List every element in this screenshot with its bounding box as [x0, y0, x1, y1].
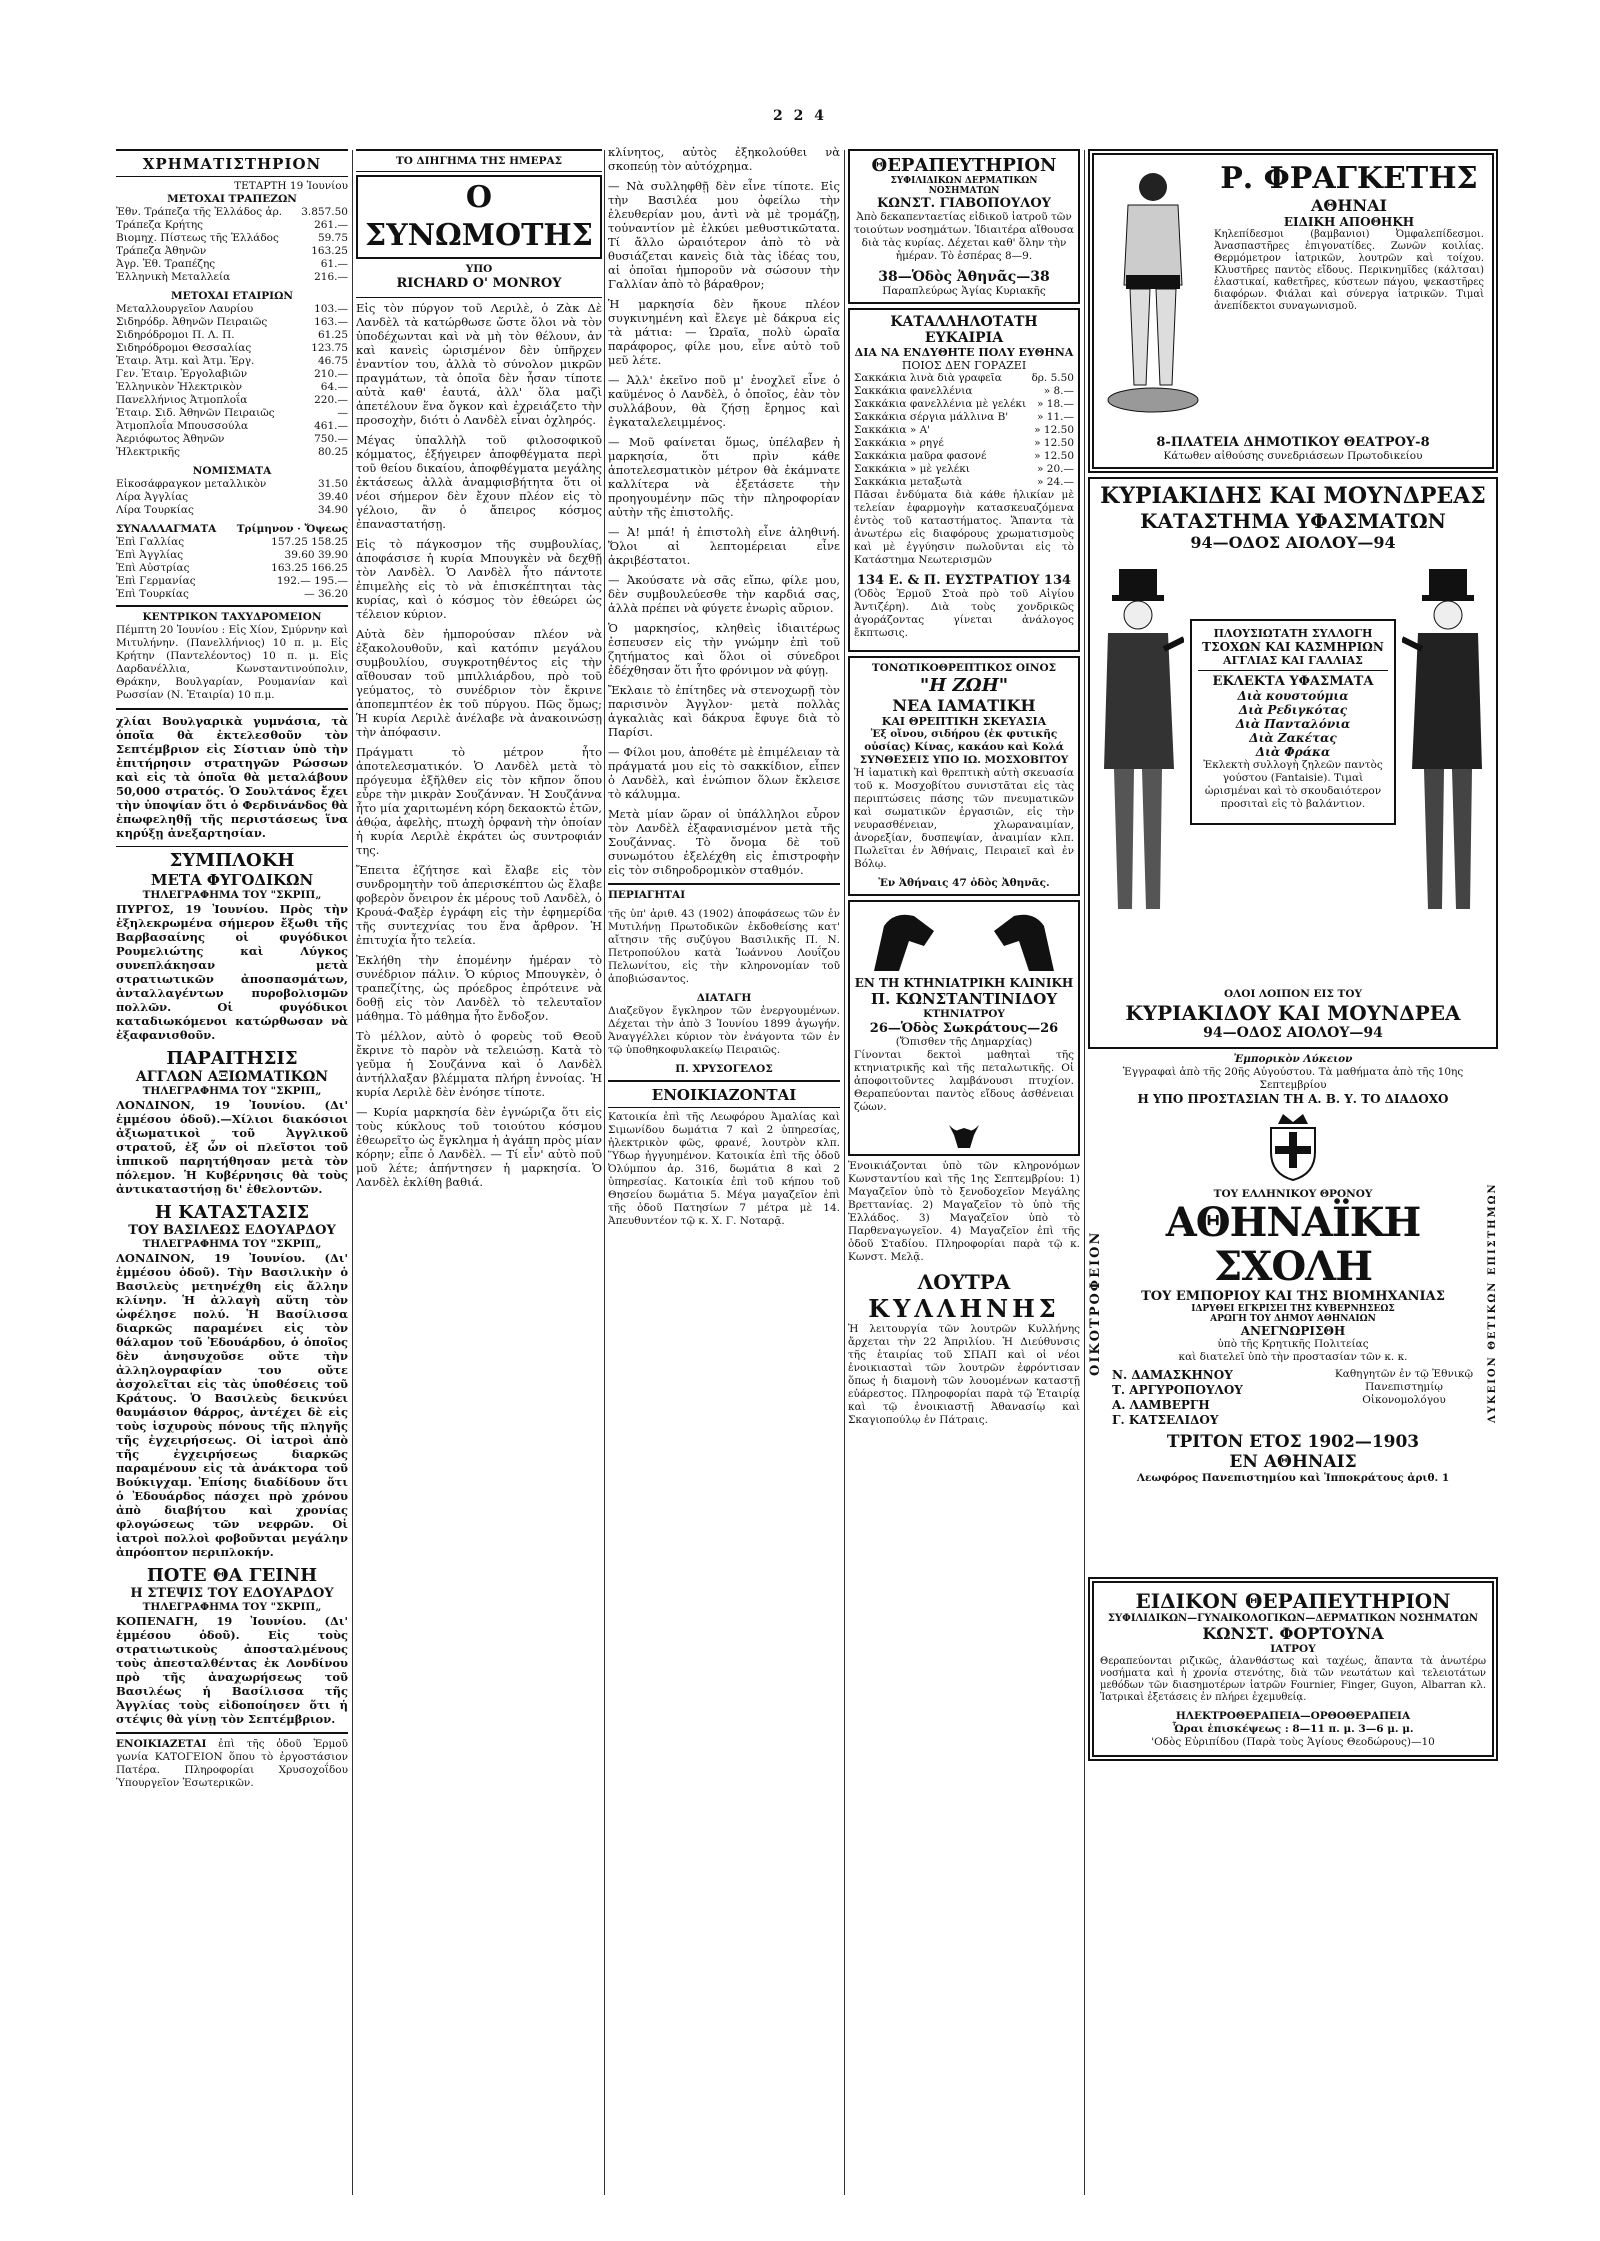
- clash-title: ΣΥΜΠΛΟΚΗ: [169, 850, 295, 871]
- share-value: 46.75: [317, 355, 348, 367]
- fx-heading: ΝΟΜΙΣΜΑΤΑ: [192, 465, 272, 477]
- exchange-values: [285, 549, 348, 562]
- wine-text: Ἡ ἰαματικὴ καὶ θρεπτικὴ αὐτὴ σκευασία τοῦ κ. Μοσχοβίτου συνιστᾶται εἰς τὰς περιπτώσεις πάσης τῶν πνευματικῶν καὶ σωματικῶν ἐργασιῶν, εἰς τὴν νευρασθένειαν, χλωραναιμίαν, ἀνορεξίαν, δυσπεψίαν, ἀναιμίαν κλπ. Πωλεῖται ἐν Ἀθήναις, Πειραιεῖ καὶ ἐν Βόλῳ.: [854, 767, 1074, 870]
- loan-name: Ἀγρ. Ἐθ. Τραπέζης: [116, 258, 216, 270]
- rent-text: ἐπὶ τῆς ὁδοῦ Ἑρμοῦ γωνία ΚΑΤΟΓΕΙΟΝ ὅπου τὸ ἐργοστάσιον Πατέρα. Πληροφορίαι Χρυσοχοΐδου Ὑπουργεῖον Ἐσωτερικῶν.: [116, 1738, 348, 1789]
- share-name: Μεταλλουργεῖον Λαυρίου: [116, 303, 254, 315]
- vet-role: ΚΤΗΝΙΑΤΡΟΥ: [923, 1008, 1005, 1020]
- exchange-value-b: 195.—: [314, 575, 348, 587]
- share-row: [116, 368, 348, 381]
- school-name: ΑΘΗΝΑΪΚΗ ΣΧΟΛΗ: [1165, 1199, 1421, 1290]
- clinic-address-note: Παραπλεύρως Ἁγίας Κυριακῆς: [882, 285, 1046, 297]
- cheap-item-row: [854, 424, 1074, 437]
- share-name: Σιδηρόδρομοι Π. Λ. Π.: [116, 329, 235, 341]
- story-paragraph: Ἐκλήθη τὴν ἑπομένην ἡμέραν τὸ συνέδριον πάλιν. Ὁ κύριος Μπουγκὲν, ὁ τραπεζίτης, ὡς πρόεδρος ἐπρότεινε νὰ δοθῇ εἰς τὸν Λανδὲλ τὸ τελευταῖον μάθημα. Τὸ μάθημα ἦτο ἔνδοξον.: [356, 953, 602, 1023]
- exchange-row: [116, 575, 348, 588]
- loan-row: [116, 232, 348, 245]
- bath-title: ΛΟΥΤΡΑ: [917, 1270, 1011, 1294]
- fragketis-address-note: Κάτωθεν αἰθούσης συνεδριάσεων Πρωτοδικείου: [1163, 450, 1423, 462]
- cheap-item-row: [854, 385, 1074, 398]
- story-paragraph: Ἡ μαρκησία δὲν ἤκουε πλέον συγκινημένη καὶ ἔλεγε μὲ δάκρυα εἰς τὰ μάτια: — Ὡραῖα, πολὺ ὡραῖα παράφορος, φίλε μου, εἶνε αὐτὸ τοῦ μεῦ λέτε.: [608, 297, 840, 367]
- exchange-name: Ἐπὶ Αὐστρίας: [116, 562, 190, 574]
- school-recognized-2: ὑπὸ τῆς Κρητικῆς Πολιτείας: [1217, 1338, 1369, 1350]
- school-patron: Η ΥΠΟ ΠΡΟΣΤΑΣΙΑΝ ΤΗ Α. Β. Υ. ΤΟ ΔΙΑΔΟΧΟ: [1137, 1092, 1449, 1106]
- story-paragraph: Εἰς τὸν πύργον τοῦ Λεριλὲ, ὁ Ζὰκ Δὲ Λανδὲλ τὰ κατώρθωσε ὥστε ὅλοι νὰ τὸν ὑποδέχωνται καὶ νὰ μὴ τὸν θέλουν, ἀν καὶ κανεὶς ὡρισμένον δὲν ὑπῆρχεν ἐναντίον του, ἀλλὰ τὸ σύνολον μικρῶν πραγμάτων, τὰ ὁποῖα δὲν ἦσαν τίποτε αὐτὰ καθ' ἑαυτά, ἀλλ' ὅλα μαζὶ ἀπετέλουν ἕνα ὄγκον καὶ ἐχρειάζετο τὴν προσοχὴν, διότι ὁ Λανδὲλ εἶναι ὀχληρός.: [356, 301, 602, 427]
- exchange-row: [116, 562, 348, 575]
- kyr-list: [1198, 689, 1388, 759]
- exchange-value-a: 39.60: [284, 549, 315, 561]
- exchange-name: Ἐπὶ Γερμανίας: [116, 575, 196, 587]
- exchange-value-a: 157.25: [271, 536, 308, 548]
- fx-row: [116, 491, 348, 504]
- bull-head-icon: [944, 1120, 984, 1150]
- cheap-item-value: » 20.—: [1037, 463, 1074, 475]
- school-person: Α. ΛΑΜΒΕΡΓΗ: [1112, 1398, 1210, 1412]
- story-continuation: [608, 145, 840, 877]
- post-text: Πέμπτη 20 Ἰουνίου : Εἰς Χίον, Σμύρνην καὶ Μιτυλήνην. (Πανελλήνιος) 10 π. μ. Εἰς Κρήτην (Παντελέοντος) 10 π. μ. Εἰς Δαρδανέλλια, Κωνσταντινούπολιν, Θράκην, Βουλγαρίαν, Ρουμανίαν καὶ Ρωσσίαν (Ν. Ἑταιρία) 10 π.μ.: [116, 624, 348, 701]
- school-person: Ν. ΔΑΜΑΣΚΗΝΟΥ: [1112, 1368, 1233, 1382]
- loan-name: Τράπεζα Ἀθηνῶν: [116, 245, 207, 257]
- king-title: Η ΚΑΤΑΣΤΑΣΙΣ: [154, 1202, 310, 1223]
- exchange-name: Ἐπὶ Ἀγγλίας: [116, 549, 184, 561]
- kyr-list-item: Διὰ Ρεδιγκότας: [1238, 703, 1348, 717]
- school-address: Λεωφόρος Πανεπιστημίου καὶ Ἱπποκράτους ἀριθ. 1: [1136, 1472, 1450, 1484]
- school-recognized-3: καὶ διατελεῖ ὑπὸ τὴν προστασίαν τῶν κ. κ.: [1178, 1351, 1408, 1363]
- shares-table: [116, 303, 348, 459]
- king-subtitle: ΤΟΥ ΒΑΣΙΛΕΩΣ ΕΔΟΥΑΡΔΟΥ: [128, 1223, 336, 1238]
- share-name: Ἠλεκτρικῆς: [116, 446, 180, 458]
- story-paragraph: — Φίλοι μου, ἀποθέτε μὲ ἐπιμέλειαν τὰ πράγματά μου εἰς τὸ σακκίδιον, εἶπεν ὁ Λανδὲλ, καὶ ἐνώπιον ὅλων ἔκλεισε τὸ κάλυμμα.: [608, 745, 840, 801]
- kyr-bottom-address: 94—ΟΔΟΣ ΑΙΟΛΟΥ—94: [1203, 1025, 1383, 1041]
- loan-value: 261.—: [314, 219, 348, 231]
- column-5: [1088, 145, 1498, 2190]
- exchange-col-b: Ὄψεως: [304, 523, 348, 535]
- resign-subtitle: ΑΓΓΛΩΝ ΑΞΙΩΜΑΤΙΚΩΝ: [135, 1069, 329, 1085]
- school-city: ΕΝ ΑΘΗΝΑΙΣ: [1229, 1452, 1357, 1472]
- when-title: ΠΟΤΕ ΘΑ ΓΕΙΝΗ: [146, 1565, 318, 1586]
- share-name: Πανελλήνιος Ἀτμοπλοΐα: [116, 394, 248, 406]
- let-title: ΕΝΟΙΚΙΑΖΟΝΤΑΙ: [651, 1086, 797, 1104]
- cheap-item-row: [854, 450, 1074, 463]
- school-recognized: ΑΝΕΓΝΩΡΙΣΘΗ: [1240, 1324, 1346, 1338]
- fx-row: [116, 478, 348, 491]
- column-rule: [604, 150, 605, 2195]
- share-name: Σιδηρόδρομοι Θεσσαλίας: [116, 342, 252, 354]
- loan-row: [116, 219, 348, 232]
- share-name: Ἑλληνικὸν Ἠλεκτρικὸν: [116, 381, 243, 393]
- rent-heading: ΕΝΟΙΚΙΑΖΕΤΑΙ: [116, 1738, 207, 1750]
- fragketis-address: 8-ΠΛΑΤΕΙΑ ΔΗΜΟΤΙΚΟΥ ΘΕΑΤΡΟΥ-8: [1156, 435, 1430, 450]
- share-row: [116, 303, 348, 316]
- royal-crest-icon: [1263, 1112, 1323, 1182]
- notice-text: Διαζεῦγον ἔγκληρον τῶν ἐνεργουμένων. Δέχεται τὴν ἀπὸ 3 Ἰουνίου 1899 ἀγωγήν. Ἀναγγέλλει κύριον τὸν ἐνάγοντα τῶν ἐν τῷ ὑποθηκοφυλακείῳ Πειραιῶς.: [608, 1005, 840, 1056]
- cheap-item-name: Σακκάκια λινὰ διὰ γραφεῖα: [854, 372, 1002, 384]
- fragketis-ad: [1088, 149, 1498, 473]
- share-value: 210.—: [314, 368, 348, 380]
- loans-table: [116, 206, 348, 284]
- share-name: Ἀεριόφωτος Ἀθηνῶν: [116, 433, 225, 445]
- share-row: [116, 407, 348, 420]
- cheap-item-row: [854, 437, 1074, 450]
- school-dates: Ἐγγραφαὶ ἀπὸ τῆς 20ῆς Αὐγούστου. Τὰ μαθήματα ἀπὸ τῆς 10ης Σεπτεμβρίου: [1122, 1066, 1464, 1091]
- story-paragraph: Τὸ μέλλον, αὐτὸ ὁ φορεὺς τοῦ Θεοῦ ἔκρινε τὸ παρὸν νὰ τελειώσῃ. Κατὰ τὸ γεῦμα ἡ Σουζάννα καὶ ὁ Λανδὲλ ἀντήλλαξαν βλέμματα πλήρη ἐννοίας. Ἡ κυρία Λεριλὲ δὲν ἐνόησε τίποτε.: [356, 1029, 602, 1099]
- loan-name: Τράπεζα Κρήτης: [116, 219, 204, 231]
- kyriakidis-ad: [1088, 477, 1498, 1049]
- fortouna-doctor: ΚΩΝΣΤ. ΦΟΡΤΟΥΝΑ: [1202, 1624, 1384, 1643]
- fortouna-address: 'Οδὸς Εὐριπίδου (Παρὰ τοὺς Ἁγίους Θεοδώρους)—10: [1151, 1736, 1435, 1748]
- share-value: 750.—: [314, 433, 348, 445]
- school-intro: Ἐμπορικὸν Λύκειον: [1233, 1053, 1353, 1065]
- share-name: Γεν. Ἑταιρ. Ἐργολαβιῶν: [116, 368, 248, 380]
- cheap-item-value: » 12.50: [1034, 424, 1074, 436]
- exchange-values: [271, 536, 348, 549]
- king-wire: ΤΗΛΕΓΡΑΦΗΜΑ ΤΟΥ "ΣΚΡΙΠ„: [142, 1238, 322, 1250]
- wine-title: ΤΟΝΩΤΙΚΟΘΡΕΠΤΙΚΟΣ ΟΙΝΟΣ: [871, 662, 1057, 674]
- share-value: 80.25: [317, 446, 348, 458]
- share-row: [116, 420, 348, 433]
- story-paragraph: Εἰς τὸ πάγκοσμον τῆς συμβουλίας, ἀποφάσισε ἡ κυρία Μπουγκὲν νὰ δεχθῇ τὸν Λανδὲλ. Ὁ Λανδὲλ ἦτο πάντοτε ἐπιμελὴς εἰς τὸ νὰ ἐπισκέπτηται τὰς κυρίας, καὶ ὁ κόσμος τὸν ἐθεώρει ὡς τέλειον κύριον.: [356, 537, 602, 621]
- vet-title: ΕΝ ΤΗ ΚΤΗΝΙΑΤΡΙΚΗ ΚΛΙΝΙΚΗ: [854, 976, 1074, 990]
- kyr-bottom: ΚΥΡΙΑΚΙΔΟΥ ΚΑΙ ΜΟΥΝΔΡΕΑ: [1125, 1001, 1461, 1025]
- cheap-subtitle: ΔΙΑ ΝΑ ΕΝΔΥΘΗΤΕ ΠΟΛΥ ΕΥΘΗΝΑ: [854, 346, 1074, 359]
- kyr-list-item: Διὰ κουστούμια: [1237, 689, 1349, 703]
- exchange-values: [271, 562, 348, 575]
- loan-value: 61.—: [320, 258, 348, 270]
- share-row: [116, 329, 348, 342]
- exchange-heading: ΣΥΝΑΛΛΑΓΜΑΤΑ: [116, 523, 217, 535]
- fx-value: 31.50: [317, 478, 348, 490]
- wine-maker: ΣΥΝΘΕΣΕΙΣ ΥΠΟ ΙΩ. ΜΟΣΧΟΒΙΤΟΥ: [859, 754, 1069, 766]
- clash-subtitle: ΜΕΤΑ ΦΥΓΟΔΙΚΩΝ: [150, 871, 314, 889]
- clash-text: ΠΥΡΓΟΣ, 19 Ἰουνίου. Πρὸς τὴν ἐξηλεκρωμένα σήμερον ἔξωθι τῆς Βαρβασαίνης οἱ φυγόδικοι Ρουμελιώτης καὶ Λύγκος συνεπλάκησαν μετὰ στρατιωτικῶν ἀποσπασμάτων, ἀνταλλαγέντων πυροβολισμῶν πολλῶν. Οἱ φυγόδικοι καταδιωκόμενοι κατώρθωσαν νὰ ἐξαφανισθοῦν.: [116, 902, 348, 1042]
- report-text-label: [608, 889, 840, 902]
- share-name: Ἑταιρ. Σιδ. Ἀθηνῶν Πειραιῶς: [116, 407, 275, 419]
- story-paragraph: κλίνητος, αὐτὸς ἐξηκολούθει νὰ σκοπεύῃ τὸν αὐτόχρημα.: [608, 145, 840, 173]
- cheap-address: (Ὁδὸς Ἑρμοῦ Στοὰ πρὸ τοῦ Αἰγίου Ἀντιζέρη). Διὰ τοὺς χονδρικῶς ἀγοράζοντας γίνεται ἀνάλογος ἔκπτωσις.: [854, 588, 1074, 639]
- fragketis-text: Κηλεπίδεσμοι (βαμβανιοι) Ὀμφαλεπίδεσμοι. Ἀνασπαστῆρες ἐπιγονατίδες. Ζωνῶν κοιλίας. Θερμόμετρον ἰατρικῶν, λουτρῶν καὶ τοίχου. Κλυστῆρες παντὸς εἴδους. Περικνημῖδες (κάλτσαι) ἐλαστικαί, καθετῆρες, κύστεων πάγου, ψεκαστῆρες διαφόρων. Φιάλαι καὶ σύνεργα ἰατρικῶν. Τιμαὶ ἀνεπίδεκτοι συναγωνισμοῦ.: [1214, 229, 1484, 312]
- fortouna-title: ΕΙΔΙΚΟΝ ΘΕΡΑΠΕΥΤΗΡΙΟΝ: [1135, 1589, 1451, 1613]
- bath-name: ΚΥΛΛΗΝΗΣ: [868, 1294, 1060, 1323]
- exchange-col-a: Τρίμηνον: [236, 523, 294, 535]
- exchange-row: [116, 588, 348, 601]
- story-paragraph: Ἔπειτα ἐζήτησε καὶ ἔλαβε εἰς τὸν συνδρομητὴν τοῦ ἀπερισκέπτου ὡς ἔλαβε φοβερὸν ὄνειρον ἐκ μέρους τοῦ Λανδὲλ, ὁ Κρουά-Φαξὲρ ἐγράφη εἰς τὴν ἐφημερίδα τῆς συντεχνίας του ἕνα ἄρθρον. Ἡ ἐπιτυχία ἦτο τελεία.: [356, 863, 602, 947]
- horse-head-icon: [854, 906, 1074, 976]
- gentleman-left-icon: [1094, 569, 1184, 929]
- cheap-item-value: » 24.—: [1037, 476, 1074, 488]
- cheap-item-value: » 12.50: [1034, 437, 1074, 449]
- kyr-center: ΠΛΟΥΣΙΩΤΑΤΗ ΣΥΛΛΟΓΗ: [1213, 627, 1373, 640]
- cheap-item-row: [854, 372, 1074, 385]
- story-paragraph: Μέγας ὑπαλλὴλ τοῦ φιλοσοφικοῦ κόμματος, ἐξήγειρεν ἀποφθέγματα περὶ τοῦ θείου δικαίου, ἀποφθέγματα μεγάλης ἐκτάσεως ἀλλὰ ἀναμφισβήτητα ὅτι οἱ νέοι σήμερον δὲν ἔχουν πλέον εἰς τὸ γέλοιο, ἂν ὁ ἄπειρος κόσμος ἐπαναστατήσῃ.: [356, 433, 602, 531]
- share-row: [116, 316, 348, 329]
- cheap-item-name: Σακκάκια μεταξωτὰ: [854, 476, 963, 488]
- vet-text: Γίνονται δεκτοὶ μαθηταὶ τῆς κτηνιατρικῆς καὶ τῆς πεταλωτικῆς. Οἱ ἀποφοιτοῦντες λαμβάνουσι πτυχίον. Θεραπεύονται παντὸς εἴδους ἀσθένειαι ζώων.: [854, 1049, 1074, 1113]
- cheap-item-value: » 8.—: [1043, 385, 1074, 397]
- exchange-name: Ἐπὶ Τουρκίας: [116, 588, 189, 600]
- school-subtitle: ΤΟΥ ΕΜΠΟΡΙΟΥ ΚΑΙ ΤΗΣ ΒΙΟΜΗΧΑΝΙΑΣ: [1141, 1289, 1445, 1304]
- loan-row: [116, 258, 348, 271]
- story-by: ΥΠΟ: [465, 263, 493, 275]
- fx-name: Λίρα Ἀγγλίας: [116, 491, 189, 503]
- share-value: 123.75: [311, 342, 348, 354]
- fortouna-electro: ΗΛΕΚΤΡΟΘΕΡΑΠΕΙΑ—ΟΡΘΟΘΕΡΑΠΕΙΑ: [1175, 1710, 1411, 1722]
- markets-title: ΧΡΗΜΑΤΙΣΤΗΡΙΟΝ: [142, 155, 322, 173]
- fragketis-name: Ρ. ΦΡΑΓΚΕΤΗΣ: [1220, 161, 1478, 196]
- rent2-text: Ἐνοικιάζονται ὑπὸ τῶν κληρονόμων Κωνσταντίου καὶ τῆς 1ης Σεπτεμβρίου: 1) Μαγαζεῖον ὑπὸ τὸ ξενοδοχεῖον Μεγάλης Βρεττανίας. 2) Μαγαζεῖον τὸ ὑπὸ τῆς Ἑλλάδος. 3) Μαγαζεῖον ὑπὸ τὸ Παρθεναγωγεῖον. 4) Μαγαζεῖον ἐπὶ τῆς ὁδοῦ Σταδίου. Πληροφορίαι παρὰ τῷ κ. Κωνστ. Μελᾷ.: [848, 1160, 1080, 1263]
- story-paragraph: Πράγματι τὸ μέτρον ἦτο ἀποτελεσματικόν. Ὁ Λανδὲλ μετὰ τὸ πρόγευμα ἐξῆλθεν εἰς τὸν κῆπον ὅπου εὗρε τὴν μικρὰν Σουζάνναν. Ἡ Σουζάννα ἦτο μία χαριτωμένη κόρη δεκαοκτὼ ἐτῶν, ἀθῴα, ἀφελὴς, πτωχὴ ὀρφανὴ τὴν ὁποίαν ἡ κυρία Λεριλὲ ἐκράτει ὡς συντροφιάν της.: [356, 745, 602, 857]
- clinic-doctor: ΚΩΝΣΤ. ΓΙΑΒΟΠΟΥΛΟΥ: [877, 196, 1051, 211]
- cheap-item-value: » 18.—: [1037, 398, 1074, 410]
- loan-row: [116, 206, 348, 219]
- share-row: [116, 342, 348, 355]
- share-name: Ἀτμοπλοΐα Μπουσσούλα: [116, 420, 249, 432]
- school-ad: [1088, 1053, 1498, 1573]
- school-people-role: Καθηγητῶν ἐν τῷ Ἐθνικῷ Πανεπιστημίῳ Οἰκονομολόγου: [1334, 1368, 1474, 1406]
- cheap-shop: 134 Ε. & Π. ΕΥΣΤΡΑΤΙΟΥ 134: [856, 573, 1072, 588]
- cheap-item-name: Σακκάκια » μὲ γελέκι: [854, 463, 970, 475]
- kyr-center-4: ΕΚΛΕΚΤΑ ΥΦΑΣΜΑΤΑ: [1212, 674, 1374, 689]
- when-text: ΚΟΠΕΝΑΓΗ, 19 Ἰουνίου. (Δι' ἐμμέσου ὁδοῦ). Εἰς τοὺς στρατιωτικοὺς ἀποσταλμένους τοὺς ἀπεσταλθέντας ἐκ Λονδίνου πρὸ τῆς ἀναχωρήσεως τοῦ Βασιλέως ἡ Βασίλισσα τῆς Ἀγγλίας τοὺς εἰδοποίησεν ὅτι ἡ στέψις θὰ γίνῃ τὸν Σεπτέμβριον.: [116, 1614, 348, 1726]
- exchange-value-b: 158.25: [311, 536, 348, 548]
- share-value: 461.—: [314, 420, 348, 432]
- report-title: ΠΕΡΙΑΓΗΤΑΙ: [608, 889, 686, 901]
- fortouna-subtitle: ΣΥΦΙΛΙΔΙΚΩΝ—ΓΥΝΑΙΚΟΛΟΓΙΚΩΝ—ΔΕΡΜΑΤΙΚΩΝ ΝΟΣΗΜΑΤΩΝ: [1107, 1613, 1479, 1624]
- wine-subtitle-2: ΚΑΙ ΘΡΕΠΤΙΚΗ ΣΚΕΥΑΣΙΑ: [881, 715, 1047, 728]
- story-paragraph: Μετὰ μίαν ὥραν οἱ ὑπάλληλοι εὗρον τὸν Λανδὲλ ἐξαφανισμένον μετὰ τῆς Σουζάννας. Τὸ ὄνομα δὲ τοῦ συνωμότου ἐξελέχθη εἰς ἐπιστροφὴν εἰς τὸν σιδηροδρομικὸν σταθμόν.: [608, 807, 840, 877]
- cheap-clothes-ad: [848, 308, 1080, 652]
- kyr-text: Ἐκλεκτὴ συλλογὴ ζηλεῶν παντὸς γούστου (Fantaisie). Τιμαὶ ὡρισμέναι καὶ τὸ σκουδαιότερον προσιταὶ εἰς τὸ βαλάντιον.: [1203, 759, 1383, 810]
- exchange-name: Ἐπὶ Γαλλίας: [116, 536, 185, 548]
- school-support: ΑΡΩΓΗ ΤΟΥ ΔΗΜΟΥ ΑΘΗΝΑΙΩΝ: [1210, 1314, 1376, 1324]
- story-title: Ο ΣΥΝΩΜΟΤΗΣ: [356, 175, 602, 259]
- column-rule: [844, 150, 845, 2195]
- let-text: Κατοικία ἐπὶ τῆς Λεωφόρου Ἀμαλίας καὶ Σιμωνίδου δωμάτια 7 καὶ 2 ὑπηρεσίας, ἠλεκτρικὸν φῶς, φρανέ, λουτρὸν κλπ. Ὕδωρ ἠγγυημένον. Κατοικία ἐπὶ τῆς ὁδοῦ Ὀλύμπου ἀρ. 316, δωμάτια 8 καὶ 2 ὑπηρεσίας. Κατοικία ἐπὶ τοῦ κήπου τοῦ Θησείου δωμάτια 5. Μέγα μαγαζεῖον ἐπὶ τῆς ὁδοῦ Πατησίων 7 μέτρα μὲ 14. Ἀπευθυντέον τῷ κ. Χ. Γ. Νοταρᾷ.: [608, 1111, 840, 1227]
- vet-address-note: (Ὄπισθεν τῆς Δημαρχίας): [895, 1036, 1033, 1048]
- column-3: [608, 145, 840, 2190]
- exchange-value-b: 39.90: [317, 549, 348, 561]
- cheap-item-row: [854, 398, 1074, 411]
- school-people: [1112, 1368, 1243, 1428]
- exchange-value-a: 163.25: [271, 562, 308, 574]
- share-row: [116, 355, 348, 368]
- share-value: —: [337, 407, 348, 419]
- fx-value: 34.90: [317, 504, 348, 516]
- resign-title: ΠΑΡΑΙΤΗΣΙΣ: [166, 1048, 298, 1069]
- fx-name: Λίρα Τουρκίας: [116, 504, 194, 516]
- story-paragraph: — Ἀ! μπά! ἡ ἐπιστολὴ εἶνε ἀληθινή. Ὅλοι αἱ λεπτομέρειαι εἶνε ἀκριβέστατοι.: [608, 525, 840, 567]
- resign-wire: ΤΗΛΕΓΡΑΦΗΜΑ ΤΟΥ "ΣΚΡΙΠ„: [142, 1085, 322, 1097]
- cheap-item-row: [854, 476, 1074, 489]
- cheap-item-value: » 12.50: [1034, 450, 1074, 462]
- kyr-list-item: Διὰ Ζακέτας: [1249, 731, 1337, 745]
- kyr-center-3: ΑΓΓΛΙΑΣ ΚΑΙ ΓΑΛΛΙΑΣ: [1223, 654, 1363, 667]
- share-value: 220.—: [314, 394, 348, 406]
- column-rule: [1084, 150, 1085, 2195]
- clinic-subtitle: ΣΥΦΙΛΙΔΙΚΩΝ ΔΕΡΜΑΤΙΚΩΝ ΝΟΣΗΜΑΤΩΝ: [890, 176, 1038, 196]
- loan-value: 163.25: [311, 245, 348, 257]
- athlete-figure-icon: [1098, 165, 1208, 415]
- cheap-text: Πᾶσαι ἐνδύματα διὰ κάθε ἡλικίαν μὲ τελείαν ἐφαρμογὴν κατασκευαζόμενα ἐντὸς τοῦ καταστήματος. Ἅπαντα τὰ ἀνωτέρω εἰς διαφόρους χρωματισμοὺς καὶ μὲ ἐγγύησιν πωλοῦνται εἰς τὸ Κατάστημα Νεωτερισμῶν: [854, 489, 1074, 566]
- clinic-text: Ἀπὸ δεκαπενταετίας εἰδικοῦ ἰατροῦ τῶν τοιούτων νοσημάτων. Ἰδιαιτέρα αἴθουσα διὰ τὰς κυρίας. Δέχεται καθ' ὅλην τὴν ἡμέραν. Τὸ ἑσπέρας 8—9.: [854, 211, 1075, 262]
- vet-ad: [848, 900, 1080, 1156]
- fx-value: 39.40: [317, 491, 348, 503]
- auction-title: Π. ΧΡΥΣΟΓΕΛΟΣ: [675, 1063, 773, 1075]
- fortouna-role: ΙΑΤΡΟΥ: [1270, 1643, 1316, 1655]
- cheap-item-name: Σακκάκια » Α': [854, 424, 931, 436]
- kyr-list-item: Διὰ Πανταλόνια: [1235, 717, 1351, 731]
- exchange-value-a: —: [304, 588, 315, 600]
- school-vertical-left: ΟΙΚΟΤΡΟΦΕΙΟΝ: [1088, 1230, 1103, 1376]
- exchange-values: [277, 575, 348, 588]
- clinic-name: ΘΕΡΑΠΕΥΤΗΡΙΟΝ: [871, 155, 1057, 176]
- story-body: [356, 301, 602, 1189]
- exchange-value-a: 192.—: [276, 575, 311, 587]
- school-vertical-right: ΛΥΚΕΙΟΝ ΘΕΤΙΚΩΝ ΕΠΙΣΤΗΜΩΝ: [1487, 1182, 1498, 1424]
- exchange-values: [304, 588, 348, 601]
- story-paragraph: Ὁ μαρκησίος, κληθεὶς ἰδιαιτέρως ἐσπευσεν εἰς τὴν γνώμην ἐπὶ τοῦ ζητήματος καὶ ὅλοι οἱ σύνεδροι ἐδέχθησαν ὅτι ἦτο φρόνιμον νὰ φύγῃ.: [608, 621, 840, 677]
- clash-wire: ΤΗΛΕΓΡΑΦΗΜΑ ΤΟΥ "ΣΚΡΙΠ„: [142, 889, 322, 901]
- cheap-item-name: Σακκάκια σέργια μάλλινα Β': [854, 411, 1009, 423]
- kyr-center-2: ΤΣΟΧΩΝ ΚΑΙ ΚΑΣΜΗΡΙΩΝ: [1202, 640, 1384, 654]
- notice-title: ΔΙΑΤΑΓΗ: [696, 992, 752, 1004]
- cheap-item-row: [854, 411, 1074, 424]
- wine-ad: [848, 656, 1080, 896]
- shares-heading: ΜΕΤΟΧΑΙ ΕΤΑΙΡΙΩΝ: [170, 290, 294, 302]
- school-founded: ΙΔΡΥΘΕΙ ΕΓΚΡΙΣΕΙ ΤΗΣ ΚΥΒΕΡΝΗΣΕΩΣ: [1191, 1304, 1395, 1314]
- kyr-list-item: Διὰ Φράκα: [1255, 745, 1331, 759]
- story-paragraph: — Νὰ συλληφθῇ δὲν εἶνε τίποτε. Εἰς τὴν Βασιλέα μου ὀφείλω τὴν ἐλευθερίαν μου, ἀντὶ νὰ μὲ τρομάζῃ, τοὐναντίον μὲ ἐλκύει μεθυστικῶτατα. Τί ἄλλο ὡραιότερον ἀπὸ τὸ νὰ θυσιάζεται κανεὶς διὰ τὰς ἰδέας του, αἱ ὁποῖαι ἠμποροῦν νὰ σώσουν τὴν Γαλλίαν ἀπὸ τὸ βάραθρον;: [608, 179, 840, 291]
- story-paragraph: — Ἀλλ' ἐκεῖνο ποῦ μ' ἐνοχλεῖ εἶνε ὁ καϋμένος ὁ Λανδὲλ, ὁ ὁποῖος, ἐὰν τὸν συλλάβουν, θὰ ζήσῃ ἔρημος καὶ ἐγκαταλελειμμένος.: [608, 373, 840, 429]
- loan-value: 216.—: [314, 271, 348, 283]
- fx-name: Εἰκοσάφραγκον μεταλλικὸν: [116, 478, 267, 490]
- gentleman-right-icon: [1402, 569, 1492, 929]
- loan-name: Ἐθν. Τράπεζα τῆς Ἑλλάδος ἀρ.: [116, 206, 283, 218]
- share-value: 61.25: [317, 329, 348, 341]
- kyr-address: 94—ΟΔΟΣ ΑΙΟΛΟΥ—94: [1190, 533, 1396, 552]
- post-heading: ΚΕΝΤΡΙΚΟΝ ΤΑΧΥΔΡΟΜΕΙΟΝ: [142, 611, 322, 623]
- story-paragraph: Αὐτὰ δὲν ἠμπορούσαν πλέον νὰ ἐξακολουθοῦν, καὶ κατόπιν μεγάλου συμβουλίου, συγκροτηθέντος εἰς τὴν αἴθουσαν τοῦ μπιλλιάρδου, πρὸ τοῦ γεύματος, τὸ συνέδριον τὸν ἔκρινε ἀποπεμπτέον ἐκ τοῦ πύργου. Πῶς ὅμως; Ἡ κυρία Λεριλὲ ἀνέλαβε νὰ ἀνακοινώσῃ τὴν ἀπόφασιν.: [356, 627, 602, 739]
- share-value: 163.—: [314, 316, 348, 328]
- school-person: Τ. ΑΡΓΥΡΟΠΟΥΛΟΥ: [1112, 1383, 1243, 1397]
- cheap-item-value: » 11.—: [1037, 411, 1074, 423]
- story-author: RICHARD O' MONROY: [396, 276, 562, 291]
- share-name: Ἑταιρ. Ἀτμ. καὶ Ἀτμ. Ἐργ.: [116, 355, 255, 367]
- when-wire: ΤΗΛΕΓΡΑΦΗΜΑ ΤΟΥ "ΣΚΡΙΠ„: [142, 1601, 322, 1613]
- exchange-table: [116, 536, 348, 601]
- cheap-price-list: [854, 372, 1074, 489]
- exchange-value-b: 36.20: [317, 588, 348, 600]
- fx-table: [116, 478, 348, 517]
- resign-text: ΛΟΝΔΙΝΟΝ, 19 Ἰουνίου. (Δι' ἐμμέσου ὁδοῦ).—Χίλιοι διακόσιοι ἀξιωματικοὶ τοῦ Ἀγγλικοῦ στρατοῦ, ἐξ ὧν οἱ πλεῖστοι τοῦ ἱππικοῦ παρητήθησαν μετὰ τὸν πόλεμον. Ἡ Κυβέρνησις θὰ τοὺς ἀντικαταστήσῃ δι' ἐθελοντῶν.: [116, 1098, 348, 1196]
- loans-heading: ΜΕΤΟΧΑΙ ΤΡΑΠΕΖΩΝ: [167, 193, 297, 205]
- story-paragraph: — Μοῦ φαίνεται ὅμως, ὑπέλαβεν ἡ μαρκησία, ὅτι πρὶν κάθε ἀποτελεσματικὸν μέτρον θὰ ἐκάμνατε καλλίτερα νὰ ἐξετάσετε τὴν προηγουμένην πῶς τὴν πληροφορίαν αὐτὴν τῆς ἐπιστολῆς.: [608, 435, 840, 519]
- kyr-shop: ΚΑΤΑΣΤΗΜΑ ΥΦΑΣΜΑΤΩΝ: [1140, 509, 1446, 533]
- kyr-title: ΚΥΡΙΑΚΙΔΗΣ ΚΑΙ ΜΟΥΝΔΡΕΑΣ: [1100, 483, 1486, 509]
- loan-value: 59.75: [317, 232, 348, 244]
- fragketis-shop: ΕΙΔΙΚΗ ΑΠΟΘΗΚΗ: [1283, 215, 1415, 229]
- share-value: 103.—: [314, 303, 348, 315]
- column-4: [848, 145, 1080, 2190]
- cheap-item-name: Σακκάκια » ρηγέ: [854, 437, 944, 449]
- cheap-item-row: [854, 463, 1074, 476]
- school-year: ΤΡΙΤΟΝ ΕΤΟΣ 1902—1903: [1166, 1432, 1420, 1452]
- wine-subtitle: ΝΕΑ ΙΑΜΑΤΙΚΗ: [892, 696, 1036, 715]
- exchange-row: [116, 549, 348, 562]
- fortouna-hours: Ὧραι ἐπισκέψεως : 8—11 π. μ. 3—6 μ. μ.: [1172, 1723, 1414, 1735]
- vet-address: 26—Ὁδὸς Σωκράτους—26: [869, 1021, 1059, 1036]
- king-text: ΛΟΝΔΙΝΟΝ, 19 Ἰουνίου. (Δι' ἐμμέσου ὁδοῦ). Τὴν Βασιλικὴν ὁ Βασιλεὺς μετηνέχθη εἰς ἄλλην κλίνην. Ἡ ἀλλαγὴ αὕτη τὸν ὠφέλησε πολύ. Ἡ Βασίλισσα διαρκῶς παραμένει εἰς τὸν θάλαμον τοῦ Ἐδουάρδου, ὁ ὁποῖος δὲν ἀνησυχοῦσε οὔτε τὴν ἀλληλογραφίαν του οὔτε ἀσχολεῖται εἰς τὰς ὑποθέσεις τοῦ Κράτους. Ὁ Βασιλεὺς δεικνύει θαυμάσιον θάρρος, ἀντέχει δὲ εἰς τοὺς ἰσχυροὺς πόνους τῆς πληγῆς τῆς ἐγχειρήσεως. Οἱ ἰατροὶ ἀπὸ τῆς ἐγχειρήσεως διαρκῶς παραμένουν εἰς τὰ ἀνάκτορα τοῦ Βούκιγχαμ. Ἐπίσης διαδίδουν ὅτι ὁ Ἐδουάρδος πάσχει πρὸ χρόνου ἀπὸ διαβήτου καὶ χρονίας φλογώσεως τῶν νεφρῶν. Οἱ ἰατροὶ πολλοὶ φοβοῦνται μεγάλην ἀπρόοπτον περιπλοκήν.: [116, 1251, 348, 1559]
- clinic-ad: [848, 149, 1080, 304]
- bath-text: Ἡ λειτουργία τῶν λουτρῶν Κυλλήνης ἄρχεται τὴν 22 Ἀπριλίου. Ἡ Διεύθυνσις τῆς ἑταιρίας τοῦ ΣΠΑΠ καὶ οἱ νέοι ἐνοικιασταὶ τῶν λουτρῶν ἐφρόντισαν ὅπως ἡ διαμονὴ τῶν λουομένων καταστῇ εὐάρεστος. Πληροφορίαι παρὰ τῷ Ἑταιρίᾳ καὶ τῷ ἐνοικιαστῇ Ἀθανασίῳ καὶ Σκαγιοπούλῳ ἐν Πάτραις.: [848, 1323, 1080, 1426]
- kyr-bottom-kicker: ΟΛΟΙ ΛΟΙΠΟΝ ΕΙΣ ΤΟΥ: [1224, 988, 1362, 1000]
- markets-date: ΤΕΤΑΡΤΗ 19 Ἰουνίου: [234, 180, 348, 192]
- cheap-item-name: Σακκάκια μαῦρα φασονέ: [854, 450, 987, 462]
- page-number: 2 2 4: [773, 108, 827, 124]
- school-kicker: ΤΟΥ ΕΛΛΗΝΙΚΟΥ ΘΡΟΝΟΥ: [1213, 1188, 1373, 1200]
- loan-name: Βιομηχ. Πίστεως τῆς Ἑλλάδος: [116, 232, 279, 244]
- story-paragraph: Ἔκλαιε τὸ ἐπίτηδες νὰ στενοχωρῇ τὸν παρισινὸν Ἀγγλον· μετὰ πολλὰς ἀγκαλιὰς καὶ δάκρυα ἔφυγε διὰ τὸ Παρίσι.: [608, 683, 840, 739]
- when-subtitle: Η ΣΤΕΨΙΣ ΤΟΥ ΕΔΟΥΑΡΔΟΥ: [130, 1586, 334, 1601]
- column-2: [356, 145, 602, 2190]
- report-text: τῆς ὑπ' ἀριθ. 43 (1902) ἀποφάσεως τῶν ἐν Μυτιλήνῃ Πρωτοδικῶν ἐκδοθείσης κατ' αἴτησιν τῆς συζύγου Βασιλικῆς Π. Ν. Πετροπούλου κατὰ Ἰωάννου Λουΐζου Πελωνίτου, εἰς τὴν κληρονομίαν τοῦ ἀποβιώσαντος.: [608, 908, 840, 985]
- fortouna-text: Θεραπεύονται ριζικῶς, ἀλανθάστως καὶ ταχέως, ἅπαντα τὰ ἀνωτέρω νοσήματα καὶ ἡ χρονία στενότης, διὰ τῶν νεωτάτων καὶ τελειοτάτων μεθόδων τῶν διασημοτέρων ἰατρῶν Fournier, Finger, Guyon, Albarran κλ. Ἰατρικαὶ ἐξετάσεις ἐν πλήρει ἐχεμυθείᾳ.: [1100, 1656, 1486, 1703]
- cheap-item-name: Σακκάκια φανελλένια: [854, 385, 973, 397]
- fortouna-ad: [1088, 1577, 1498, 1761]
- wine-ingredients: Ἐξ οἴνου, σιδήρου (ἐκ φυτικῆς οὐσίας) Κίνας, κακάου καὶ Κολά: [864, 728, 1064, 753]
- exchange-value-b: 166.25: [311, 562, 348, 574]
- cheap-item-name: Σακκάκια φανελλένια μὲ γελέκι: [854, 398, 1027, 410]
- column-1: ΧΡΗΜΑΤΙΣΤΗΡΙΟΝ ΤΕΤΑΡΤΗ 19 Ἰουνίου ΜΕΤΟΧΑΙ ΤΡΑΠΕΖΩΝ Ἐθν. Τράπεζα τῆς Ἑλλάδος ἀρ. 3.857.50 Τράπεζα Κρήτης 261.— Βιομηχ. Πίστεως τῆς Ἑλλάδος 59.75 Τράπεζα Ἀθηνῶν 163.25 Ἀγρ. Ἐθ. Τραπέζης 61.— Ἑλληνικὴ Μεταλλεία 216.— ΜΕΤΟΧΑΙ ΕΤΑΙΡΙΩΝ Μεταλλουργεῖον Λαυρίου 103.— Σιδηρόδρ. Ἀθηνῶν Πειραιῶς 163.— Σιδηρόδρομοι Π. Λ. Π. 61.25 Σιδηρόδρομοι Θεσσαλίας 123.75 Ἑταιρ. Ἀτμ. καὶ Ἀτμ. Ἐργ. 46.75 Γεν. Ἑταιρ. Ἐργολαβιῶν 210.— Ἑλληνικὸν Ἠλεκτρικὸν 64.— Πανελλήνιος Ἀτμοπλοΐα 220.— Ἑταιρ. Σιδ. Ἀθηνῶν Πειραιῶς — Ἀτμοπλοΐα Μπουσσούλα 461.— Ἀεριόφωτος Ἀθηνῶν 750.— Ἠλεκτρικῆς 80.25 ΝΟΜΙΣΜΑΤΑ Εἰκοσάφραγκον μεταλλικὸν 31.50 Λίρα Ἀγγλίας 39.40 Λίρα Τουρκίας 34.90 ΣΥΝΑΛΛΑΓΜΑΤΑ Τρίμηνον · Ὄψεως Ἐπὶ Γαλλίας 157.25 158.25 Ἐπὶ Ἀγγλίας 39.60 39.90 Ἐπὶ Αὐστρίας 163.25 166.25 Ἐπὶ Γερμανίας 192.— 195.— Ἐπὶ Τουρκίας — 36.20 ΚΕΝΤΡΙΚΟΝ ΤΑΧΥΔΡΟΜΕΙΟΝ Πέμπτη 20 Ἰουνίου : Εἰς Χίον, Σμύρνην καὶ Μιτυλήνην. (Πανελλήνιος) 10 π. μ. Εἰς Κρήτην (Παντελέοντος) 10 π. μ. Εἰς Δαρδανέλλια, Κωνσταντινούπολιν, Θράκην, Βουλγαρίαν, Ρουμανίαν καὶ Ρωσσίαν (Ν. Ἑταιρία) 10 π.μ. χλίαι Βουλγαρικὰ γυμνάσια, τὰ ὁποῖα θὰ ἐκτελεσθοῦν τὸν Σεπτέμβριον εἰς Σίστιαν ὑπὸ τὴν ἐπιτήρησιν στρατηγῶν Ρώσσων καὶ εἰς τὰ ὁποῖα θὰ μεταλάβουν 50,000 στρατός. Ὁ Σουλτάνος ἔχει τὴν ὑποψίαν ὅτι ὁ Φερδινάνδος θὰ ἐπωφεληθῇ τῆς περιστάσεως ἵνα κηρύξῃ ἀνεξαρτησίαν. ΣΥΜΠΛΟΚΗ ΜΕΤΑ ΦΥΓΟΔΙΚΩΝ ΤΗΛΕΓΡΑΦΗΜΑ ΤΟΥ "ΣΚΡΙΠ„ ΠΥΡΓΟΣ, 19 Ἰουνίου. Πρὸς τὴν ἐξηλεκρωμένα σήμερον ἔξωθι τῆς Βαρβασαίνης οἱ φυγόδικοι Ρουμελιώτης καὶ Λύγκος συνεπλάκησαν μετὰ στρατιωτικῶν ἀποσπασμάτων, ἀνταλλαγέντων πυροβολισμῶν πολλῶν. Οἱ φυγόδικοι καταδιωκόμενοι κατώρθωσαν νὰ ἐξαφανισθοῦν. ΠΑΡΑΙΤΗΣΙΣ ΑΓΓΛΩΝ ΑΞΙΩΜΑΤΙΚΩΝ ΤΗΛΕΓΡΑΦΗΜΑ ΤΟΥ "ΣΚΡΙΠ„ ΛΟΝΔΙΝΟΝ, 19 Ἰουνίου. (Δι' ἐμμέσου ὁδοῦ).—Χίλιοι διακόσιοι ἀξιωματικοὶ τοῦ Ἀγγλικοῦ στρατοῦ, ἐξ ὧν οἱ πλεῖστοι τοῦ ἱππικοῦ παρητήθησαν μετὰ τὸν πόλεμον. Ἡ Κυβέρνησις θὰ τοὺς ἀντικαταστήσῃ δι' ἐθελοντῶν. Η ΚΑΤΑΣΤΑΣΙΣ ΤΟΥ ΒΑΣΙΛΕΩΣ ΕΔΟΥΑΡΔΟΥ ΤΗΛΕΓΡΑΦΗΜΑ ΤΟΥ "ΣΚΡΙΠ„ ΛΟΝΔΙΝΟΝ, 19 Ἰουνίου. (Δι' ἐμμέσου ὁδοῦ). Τὴν Βασιλικὴν ὁ Βασιλεὺς μετηνέχθη εἰς ἄλλην κλίνην. Ἡ ἀλλαγὴ αὕτη τὸν ὠφέλησε πολύ. Ἡ Βασίλισσα διαρκῶς παραμένει εἰς τὸν θάλαμον τοῦ Ἐδουάρδου, ὁ ὁποῖος δὲν ἀνησυχοῦσε οὔτε τὴν ἀλληλογραφίαν του οὔτε ἀσχολεῖται εἰς τὰς ὑποθέσεις τοῦ Κράτους. Ὁ Βασιλεὺς δεικνύει θαυμάσιον θάρρος, ἀντέχει δὲ εἰς τοὺς ἰσχυροὺς πόνους τῆς πληγῆς τῆς ἐγχειρήσεως. Οἱ ἰατροὶ ἀπὸ τῆς ἐγχειρήσεως διαρκῶς παραμένουν εἰς τὰ ἀνάκτορα τοῦ Βούκιγχαμ. Ἐπίσης διαδίδουν ὅτι ὁ Ἐδουάρδος πάσχει πρὸ χρόνου ἀπὸ διαβήτου καὶ χρονίας φλογώσεως τῶν νεφρῶν. Οἱ ἰατροὶ πολλοὶ φοβοῦνται μεγάλην ἀπρόοπτον περιπλοκήν. ΠΟΤΕ ΘΑ ΓΕΙΝΗ Η ΣΤΕΨΙΣ ΤΟΥ ΕΔΟΥΑΡΔΟΥ ΤΗΛΕΓΡΑΦΗΜΑ ΤΟΥ "ΣΚΡΙΠ„ ΚΟΠΕΝΑΓΗ, 19 Ἰουνίου. (Δι' ἐμμέσου ὁδοῦ). Εἰς τοὺς στρατιωτικοὺς ἀποσταλμένους τοὺς ἀπεσταλθέντας ἐκ Λονδίνου πρὸ τῆς ἀναχωρήσεως τοῦ Βασιλέως ἡ Βασίλισσα τῆς Ἀγγλίας τοὺς εἰδοποίησεν ὅτι ἡ στέψις θὰ γίνῃ τὸν Σεπτέμβριον. ΕΝΟΙΚΙΑΖΕΤΑΙ ἐπὶ τῆς ὁδοῦ Ἑρμοῦ γωνία ΚΑΤΟΓΕΙΟΝ ὅπου τὸ ἐργοστάσιον Πατέρα. Πληροφορίαι Χρυσοχοΐδου Ὑπουργεῖον Ἐσωτερικῶν.: [116, 145, 348, 2195]
- vet-doctor: Π. ΚΩΝΣΤΑΝΤΙΝΙΔΟΥ: [870, 990, 1058, 1008]
- loan-name: Ἑλληνικὴ Μεταλλεία: [116, 271, 231, 283]
- cheap-subtitle-2: ΠΟΙΟΣ ΔΕΝ ΓΟΡΑΖΕΙ: [901, 359, 1027, 372]
- fragketis-city: ΑΘΗΝΑΙ: [1311, 196, 1387, 215]
- clinic-address: 38—Ὁδὸς Ἀθηνᾶς—38: [878, 269, 1050, 285]
- share-row: [116, 446, 348, 459]
- share-row: [116, 394, 348, 407]
- school-person: Γ. ΚΑΤΣΕΛΙΔΟΥ: [1112, 1413, 1219, 1427]
- story-kicker: ΤΟ ΔΙΗΓΗΜΑ ΤΗΣ ΗΜΕΡΑΣ: [395, 155, 563, 167]
- loan-value: 3.857.50: [301, 206, 348, 218]
- column-rule: [352, 150, 353, 2195]
- loan-row: [116, 271, 348, 284]
- share-row: [116, 433, 348, 446]
- exchange-row: [116, 536, 348, 549]
- cheap-title: ΚΑΤΑΛΛΗΛΟΤΑΤΗ ΕΥΚΑΙΡΙΑ: [890, 314, 1038, 346]
- loan-row: [116, 245, 348, 258]
- bulgaria-text: χλίαι Βουλγαρικὰ γυμνάσια, τὰ ὁποῖα θὰ ἐκτελεσθοῦν τὸν Σεπτέμβριον εἰς Σίστιαν ὑπὸ τὴν ἐπιτήρησιν στρατηγῶν Ρώσσων καὶ εἰς τὰ ὁποῖα θὰ μεταλάβουν 50,000 στρατός. Ὁ Σουλτάνος ἔχει τὴν ὑποψίαν ὅτι ὁ Φερδινάνδος θὰ ἐπωφεληθῇ τῆς περιστάσεως ἵνα κηρύξῃ ἀνεξαρτησίαν.: [116, 714, 348, 840]
- share-row: [116, 381, 348, 394]
- share-name: Σιδηρόδρ. Ἀθηνῶν Πειραιῶς: [116, 316, 268, 328]
- share-value: 64.—: [320, 381, 348, 393]
- story-paragraph: — Κυρία μαρκησία δὲν ἐγνώριζα ὅτι εἰς τοὺς κύκλους τοῦ τοιούτου κόσμου ἐθεωρεῖτο ὡς ἔγκλημα ἡ ἀγάπη πρὸς μίαν κόρην; εἶπε ὁ Λανδὲλ. — Τί εἶν' αὐτὸ ποῦ μοῦ λέτε; ἀπήντησεν ἡ μαρκησία. Ὁ Λανδὲλ ἐκλίθη βαθιά.: [356, 1105, 602, 1189]
- fx-row: [116, 504, 348, 517]
- wine-where: Ἐν Ἀθήναις 47 ὁδὸς Ἀθηνᾶς.: [878, 877, 1050, 889]
- story-paragraph: — Ἀκούσατε νὰ σᾶς εἴπω, φίλε μου, δὲν συμβουλεύεσθε τὴν καρδιά σας, ἀλλὰ πρέπει νὰ φύγετε ἐνωρὶς αὔριον.: [608, 573, 840, 615]
- cheap-item-value: δρ. 5.50: [1031, 372, 1074, 384]
- wine-name: "Η ΖΩΗ": [919, 675, 1009, 696]
